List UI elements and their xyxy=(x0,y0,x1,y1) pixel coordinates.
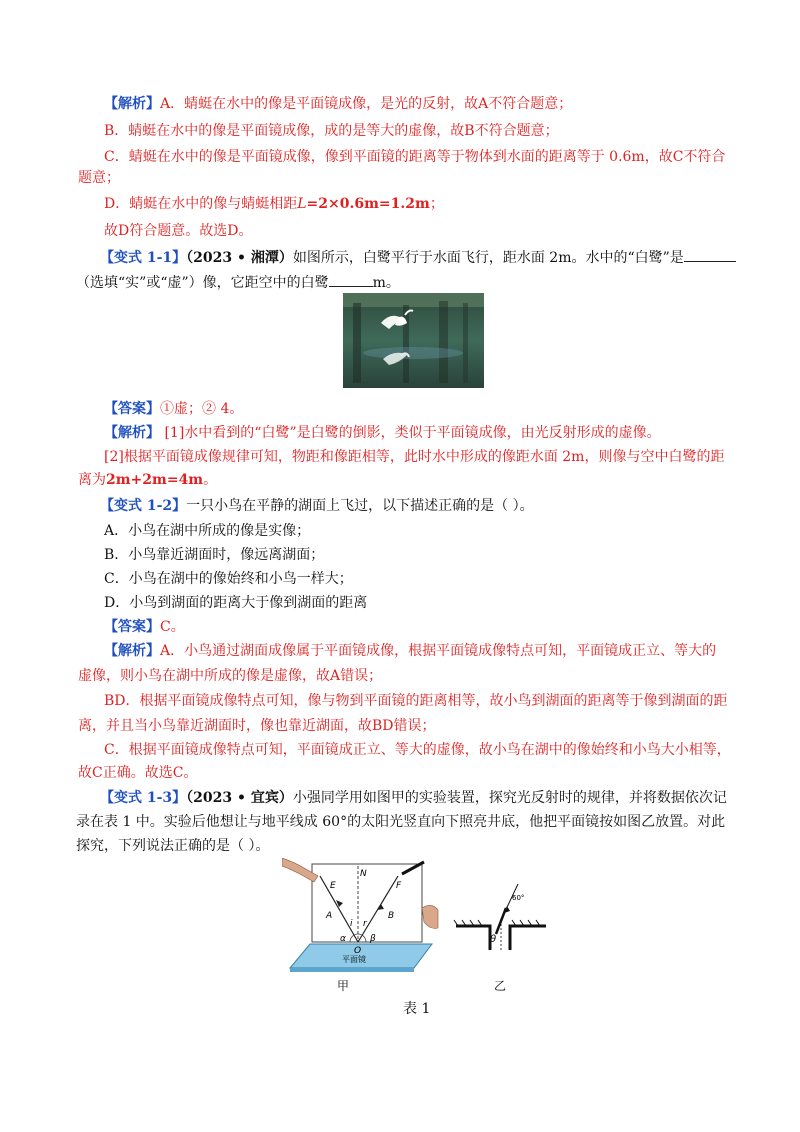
question-tag: 【变式 1-3】 xyxy=(100,790,187,806)
option-d: D．小鸟到湖面的距离大于像到湖面的距离 xyxy=(104,595,368,611)
figure-yi-caption: 乙 xyxy=(494,979,507,993)
label-o: O xyxy=(354,946,362,956)
analysis-d-text: D．蜻蜓在水中的像与蜻蜓相距 xyxy=(104,196,298,212)
ground-left xyxy=(456,926,490,950)
egret-photo xyxy=(343,293,484,388)
analysis-line-1-2a xyxy=(104,641,716,661)
question-1-3-line3: 探究，下列说法正确的是（ ）。 xyxy=(76,838,270,854)
ground-right xyxy=(510,926,546,950)
question-text: （选填“实”或“虚”）像，它距空中的白鹭 xyxy=(76,275,329,291)
analysis-text: A．小鸟通过湖面成像属于平面镜成像，根据平面镜成像特点可知，平面镜成正立、等大的 xyxy=(160,643,717,659)
figure-jia-caption: 甲 xyxy=(337,979,350,993)
paper-board xyxy=(312,864,422,942)
question-text: m。 xyxy=(372,275,400,291)
analysis-tag: 【解析】 xyxy=(104,643,160,659)
label-beta: β xyxy=(370,934,376,944)
analysis-line-d: D．蜻蜓在水中的像与蜻蜓相距L=2×0.6m=1.2m； xyxy=(104,196,444,212)
answer-tag: 【答案】 xyxy=(104,401,160,417)
analysis-line-1-2c: BD．根据平面镜成像特点可知，像与物到平面镜的距离相等，故小鸟到湖面的距离等于像到湖面的距 xyxy=(104,693,728,709)
figure-yi xyxy=(452,880,550,952)
question-1-1 xyxy=(100,247,736,268)
question-text: 如图所示，白鹭平行于水面飞行，距水面 2m。水中的“白鹭”是 xyxy=(292,250,684,266)
analysis-text: 离为 xyxy=(78,472,106,488)
analysis-line-1-2d: 离，并且当小鸟靠近湖面时，像也靠近湖面，故BD错误； xyxy=(78,718,436,734)
question-1-1-line2 xyxy=(76,272,400,293)
theta-label: θ xyxy=(490,934,497,945)
label-r: r xyxy=(363,919,367,929)
analysis-text: [1]水中看到的“白鹭”是白鹭的倒影，类似于平面镜成像，由光反射形成的虚像。 xyxy=(160,425,661,441)
table-caption: 表 1 xyxy=(403,1001,431,1017)
analysis-line-c2: 题意； xyxy=(78,170,120,186)
label-a: A xyxy=(326,911,333,921)
analysis-line-1-2f: 故C正确。故选C。 xyxy=(78,765,198,781)
analysis-line-b: B．蜻蜓在水中的像是平面镜成像，成的是等大的虚像，故B不符合题意； xyxy=(104,123,559,139)
label-n: N xyxy=(360,869,367,879)
analysis-line-1-2e: C．根据平面镜成像特点可知，平面镜成正立、等大的虚像，故小鸟在湖中的像始终和小鸟大小相等， xyxy=(104,742,731,758)
right-hand xyxy=(422,905,438,928)
angle-label: 60° xyxy=(512,894,525,902)
analysis-line-1-1a xyxy=(104,423,661,443)
answer-line-1-2 xyxy=(104,617,185,637)
label-e: E xyxy=(330,881,336,891)
question-source: （2023 • 宜宾） xyxy=(186,790,293,806)
question-source: （2023 • 湘潭） xyxy=(186,250,293,266)
label-f: F xyxy=(396,881,402,891)
question-tag: 【变式 1-1】 xyxy=(100,250,187,266)
figure-jia xyxy=(282,858,440,974)
option-c: C．小鸟在湖中的像始终和小鸟一样大； xyxy=(104,571,353,587)
question-1-3-line2: 录在表 1 中。实验后他想让与地平线成 60°的太阳光竖直向下照亮井底，他把平面镜按如图乙放置。对此 xyxy=(76,814,726,830)
label-b: B xyxy=(388,911,395,921)
answer-tag: 【答案】 xyxy=(104,619,160,635)
analysis-formula: 2m+2m=4m xyxy=(106,472,204,488)
analysis-a-text: A．蜻蜓在水中的像是平面镜成像，是光的反射，故A不符合题意； xyxy=(160,96,573,112)
answer-blank xyxy=(329,272,373,287)
analysis-tag: 【解析】 xyxy=(104,425,160,441)
analysis-line-1-1b: [2]根据平面镜成像规律可知，物距和像距相等，此时水中形成的像距水面 2m，则像与空中白鹭的距 xyxy=(104,449,725,465)
sunlight-ray xyxy=(501,884,518,920)
label-i: i xyxy=(350,919,353,929)
analysis-line-1-2b: 虚像，则小鸟在湖中所成的像是虚像，故A错误； xyxy=(78,668,383,684)
analysis-line-c1: C．蜻蜓在水中的像是平面镜成像，像到平面镜的距离等于物体到水面的距离等于 0.6m，故C不符合 xyxy=(104,149,726,165)
analysis-line-1-1c: 离为2m+2m=4m。 xyxy=(78,472,218,488)
analysis-tag: 【解析】 xyxy=(104,96,160,112)
option-a: A．小鸟在湖中所成的像是实像； xyxy=(104,523,311,539)
question-1-2 xyxy=(100,496,534,516)
answer-text: ①虚；② 4。 xyxy=(160,401,244,417)
answer-text: C。 xyxy=(160,619,185,635)
question-tag: 【变式 1-2】 xyxy=(100,498,187,514)
answer-blank xyxy=(684,247,736,262)
option-b: B．小鸟靠近湖面时，像远离湖面； xyxy=(104,547,325,563)
label-alpha: α xyxy=(340,934,346,944)
mirror-label: 平面镜 xyxy=(342,955,366,964)
question-text: 小强同学用如图甲的实验装置，探究光反射时的规律，并将数据依次记 xyxy=(292,790,727,806)
analysis-line-a xyxy=(104,94,572,114)
answer-line-1-1 xyxy=(104,399,243,419)
question-1-3 xyxy=(100,788,727,808)
analysis-d-formula: L=2×0.6m=1.2m xyxy=(297,196,430,212)
analysis-conclusion: 故D符合题意。故选D。 xyxy=(104,223,253,239)
question-text: 一只小鸟在平静的湖面上飞过，以下描述正确的是（ ）。 xyxy=(186,498,534,514)
